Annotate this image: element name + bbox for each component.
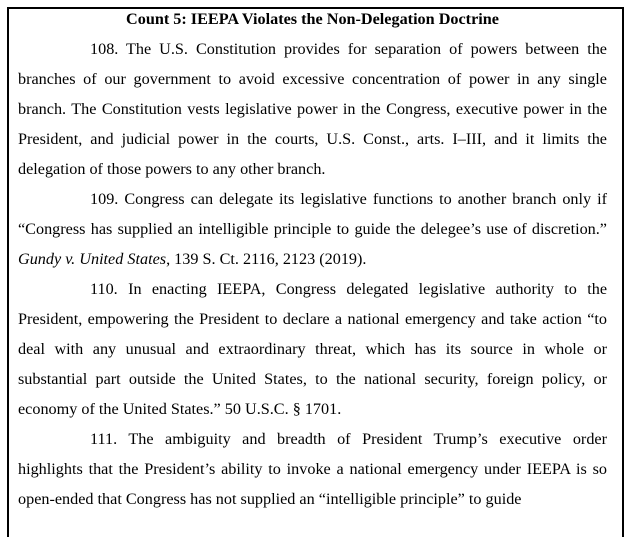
paragraph-text: In enacting IEEPA, Congress delegated legislative authority to the President, empowering the President to declare a national emergency and take action “to deal with any unusual and extraordinary threat, which has its source in whole or substantial part outside the United States, to the national security, foreign policy, or economy of the United States.” 50 U.S.C. § 1701.	[18, 280, 607, 418]
paragraph-109	[18, 184, 607, 274]
paragraph-111	[18, 424, 607, 514]
paragraph-text: The ambiguity and breadth of President Trump’s executive order highlights that the President’s ability to invoke a national emergency under IEEPA is so open-ended that Congress has not supplied an “intelligible principle” to guide	[18, 430, 607, 508]
paragraph-number: 111.	[90, 430, 118, 448]
document-page	[18, 9, 607, 514]
paragraph-text: Congress can delegate its legislative functions to another branch only if “Congress has supplied an intelligible principle to guide the delegee’s use of discretion.”	[18, 190, 608, 238]
paragraph-number: 108.	[90, 40, 119, 58]
count-heading: Count 5: IEEPA Violates the Non-Delegation Doctrine	[126, 10, 499, 28]
paragraph-110	[18, 274, 607, 424]
paragraph-108	[18, 34, 607, 184]
case-citation: Gundy v. United States	[18, 250, 167, 268]
paragraph-text: The U.S. Constitution provides for separation of powers between the branches of our government to avoid excessive concentration of power in any single branch. The Constitution vests legislative power in the Congress, executive power in the President, and judicial power in the courts, U.S. Const., arts. I–III, and it limits the delegation of those powers to any other branch.	[18, 40, 607, 178]
citation-text: , 139 S. Ct. 2116, 2123 (2019).	[166, 250, 367, 268]
paragraph-number: 110.	[90, 280, 118, 298]
paragraph-number: 109.	[90, 190, 119, 208]
